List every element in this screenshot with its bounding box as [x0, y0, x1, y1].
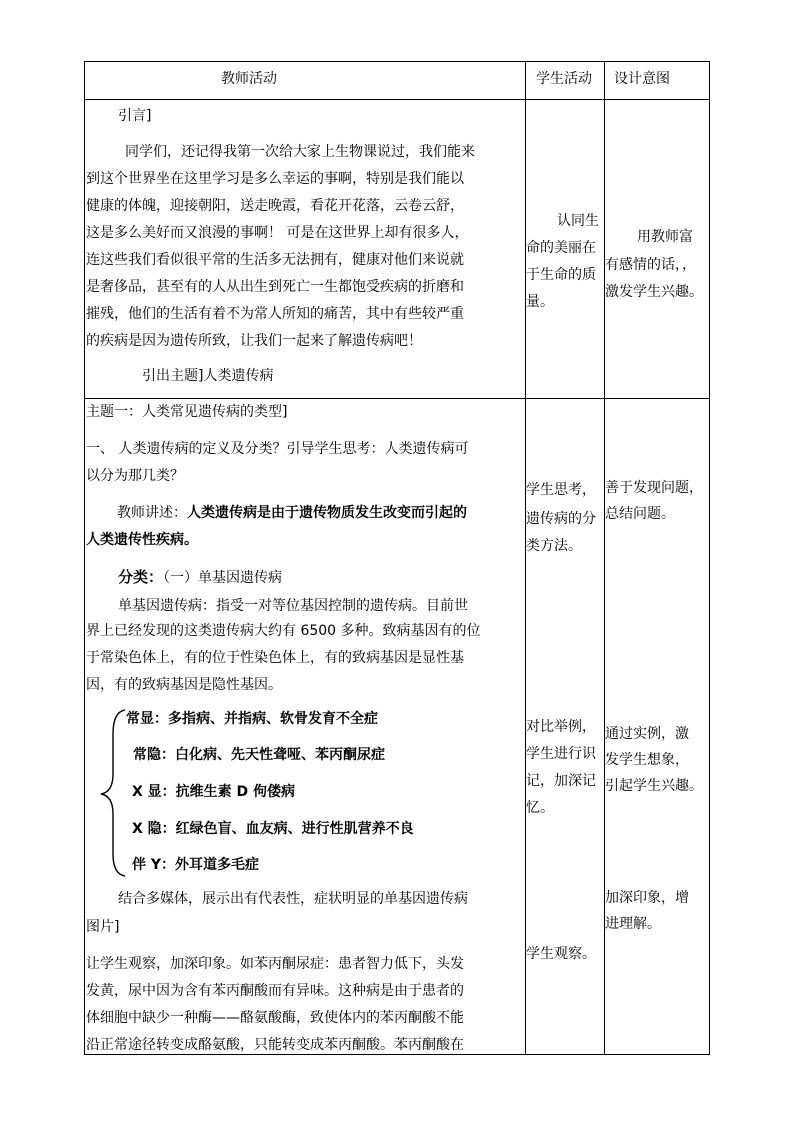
header-design-intent: 设计意图 [614, 71, 670, 87]
student-activity-text: 命的美丽在 [526, 240, 596, 256]
topic-line: 引出主题]人类遗传病 [142, 368, 274, 384]
header-teacher-activity: 教师活动 [221, 71, 277, 87]
media-text: 图片] [86, 919, 120, 935]
intro-paragraph-line: 同学们，还记得我第一次给大家上生物课说过，我们能来 [125, 144, 475, 160]
intro-paragraph-line: 健康的体魄，迎接朝阳，送走晚霞，看花开花落，云卷云舒， [86, 198, 464, 214]
inheritance-list-item: 伴 Y：外耳道多毛症 [132, 857, 260, 873]
lecture-definition: 人类遗传性疾病。 [86, 532, 198, 548]
classification-line [118, 567, 282, 588]
single-gene-text: 于常染色体上，有的位于性染色体上，有的致病基因是显性基 [86, 650, 464, 666]
classification-label: 分类： [118, 568, 164, 586]
intro-paragraph-line: 这是多么美好而又浪漫的事啊！ 可是在这世界上却有很多人， [86, 225, 469, 241]
lecture-prefix: 教师讲述： [117, 505, 187, 521]
student-activity-text: 于生命的质 [526, 267, 596, 283]
design-intent-text: 发学生想象， [605, 752, 689, 768]
lesson-plan-table [84, 61, 710, 1055]
row-divider [85, 99, 709, 100]
intro-paragraph-line: 的疾病是因为遗传所致，让我们一起来了解遗传病吧！ [86, 333, 422, 349]
student-activity-text: 学生思考， [526, 482, 596, 498]
theme-title: 主题一：人类常见遗传病的类型] [86, 404, 288, 420]
classification-heading: （一）单基因遗传病 [163, 570, 283, 586]
lecture-line [117, 503, 467, 523]
single-gene-text: 界上已经发现的这类遗传病大约有 6500 多种。致病基因有的位 [86, 623, 481, 639]
design-intent-text: 用教师富 [637, 229, 693, 245]
intro-paragraph-line: 摧残，他们的生活有着不为常人所知的痛苦，其中有些较严重 [86, 306, 464, 322]
design-intent-text: 激发学生兴趣。 [605, 284, 703, 300]
brace-icon [97, 708, 127, 878]
observation-text: 让学生观察，加深印象。如苯丙酮尿症：患者智力低下，头发 [86, 956, 464, 972]
question-line: 以分为那几类？ [86, 468, 184, 484]
student-activity-text: 学生观察。 [526, 946, 596, 962]
student-activity-text: 学生进行识 [526, 746, 596, 762]
design-intent-text: 总结问题。 [605, 506, 675, 522]
inheritance-list-item: X 隐：红绿色盲、血友病、进行性肌营养不良 [132, 821, 414, 837]
design-intent-text: 善于发现问题， [605, 480, 703, 496]
design-intent-text: 引起学生兴趣。 [605, 778, 703, 794]
intro-paragraph-line: 是奢侈品，甚至有的人从出生到死亡一生都饱受疾病的折磨和 [86, 279, 464, 295]
single-gene-text: 因，有的致病基因是隐性基因。 [86, 677, 282, 693]
design-intent-text: 有感情的话，， [605, 257, 696, 273]
inheritance-list-item: 常隐：白化病、先天性聋哑、苯丙酮尿症 [133, 747, 385, 763]
student-activity-text: 遗传病的分 [526, 511, 596, 527]
inheritance-list-item: X 显：抗维生素 D 佝偻病 [132, 784, 296, 800]
column-divider [525, 62, 526, 1054]
student-activity-text: 记，加深记 [526, 773, 596, 789]
header-student-activity: 学生活动 [536, 71, 592, 87]
student-activity-text: 对比举例， [526, 719, 596, 735]
design-intent-text: 进理解。 [605, 916, 661, 932]
row-divider [85, 398, 709, 399]
student-activity-text: 量。 [526, 294, 554, 310]
single-gene-text: 单基因遗传病：指受一对等位基因控制的遗传病。目前世 [118, 598, 468, 614]
media-text: 结合多媒体，展示出有代表性，症状明显的单基因遗传病 [118, 891, 468, 907]
intro-paragraph-line: 连这些我们看似很平常的生活多无法拥有，健康对他们来说就 [86, 252, 464, 268]
observation-text: 体细胞中缺少一种酶——酪氨酸酶，致使体内的苯丙酮酸不能 [86, 1010, 464, 1026]
observation-text: 沿正常途径转变成酪氨酸，只能转变成苯丙酮酸。苯丙酮酸在 [86, 1037, 464, 1053]
lecture-definition: 人类遗传病是由于遗传物质发生改变而引起的 [187, 505, 467, 521]
inheritance-list-item: 常显：多指病、并指病、软骨发育不全症 [126, 711, 378, 727]
observation-text: 发黄，尿中因为含有苯丙酮酸而有异味。这种病是由于患者的 [86, 983, 464, 999]
design-intent-text: 加深印象，增 [605, 890, 689, 906]
student-activity-text: 类方法。 [526, 538, 582, 554]
student-activity-text: 认同生 [557, 213, 599, 229]
intro-paragraph-line: 到这个世界坐在这里学习是多么幸运的事啊，特别是我们能以 [86, 171, 464, 187]
intro-title: 引言] [118, 108, 152, 124]
question-line: 一、 人类遗传病的定义及分类？引导学生思考：人类遗传病可 [86, 441, 469, 457]
design-intent-text: 通过实例，激 [605, 726, 689, 742]
student-activity-text: 忆。 [526, 800, 554, 816]
